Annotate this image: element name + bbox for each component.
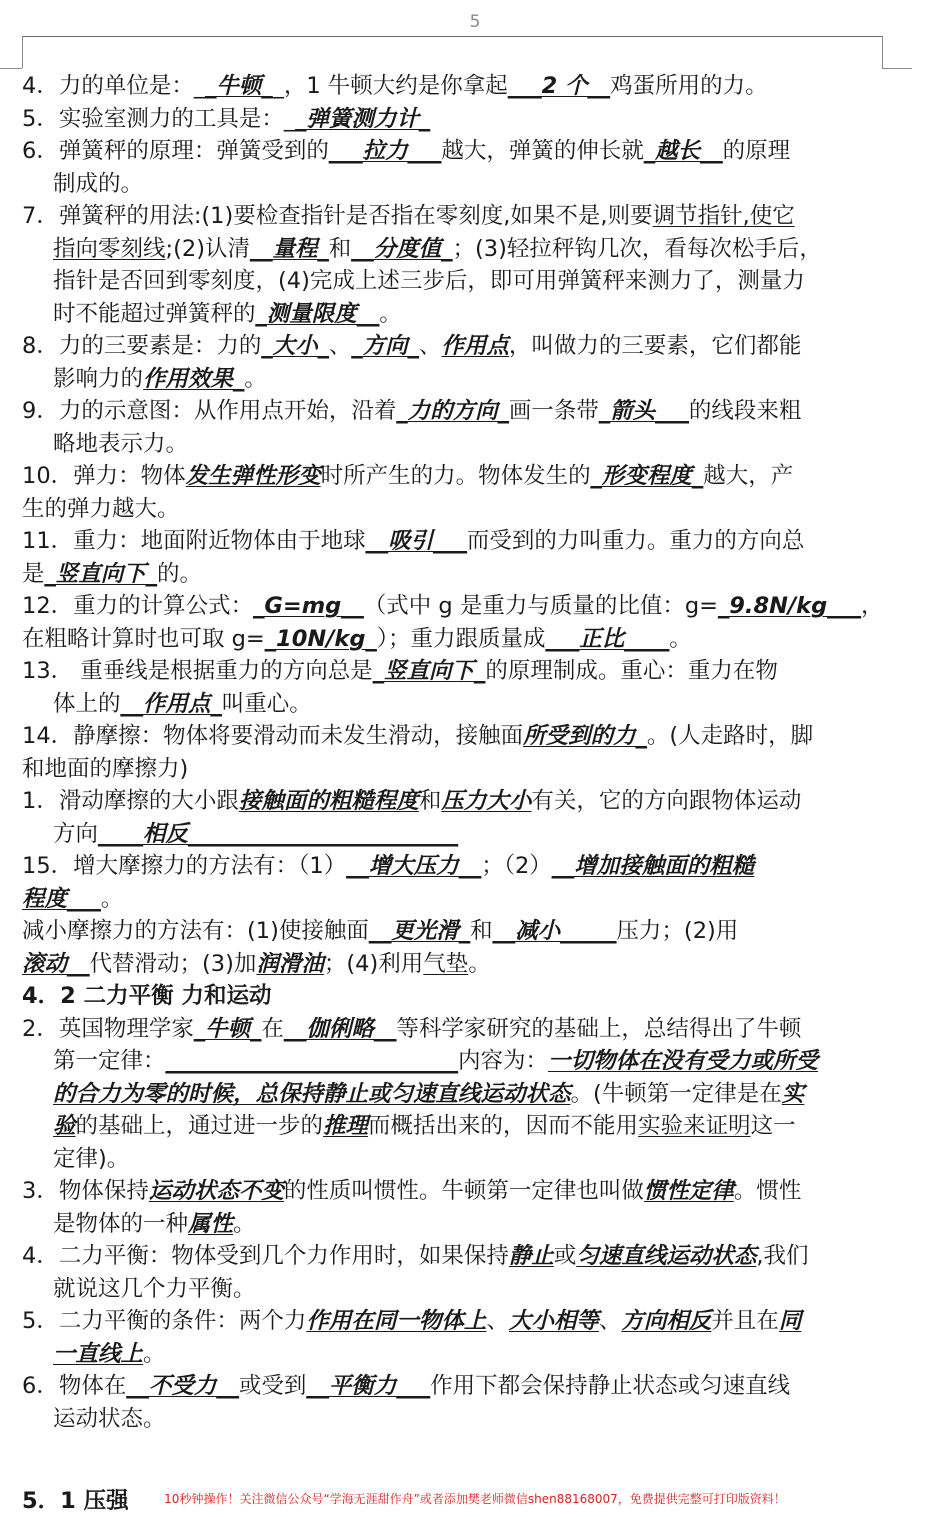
text-line [53, 298, 402, 330]
plain-text: 而概括出来的，因而不能用 [368, 1113, 639, 1139]
text-line [53, 363, 267, 395]
text-line [22, 395, 801, 427]
plain-text: 8．力的三要素是：力的 [22, 333, 262, 359]
text-line [22, 720, 813, 752]
text-line [53, 818, 458, 850]
text-line [22, 103, 430, 135]
plain-text: 15．增大摩擦力的方法有：（1） [22, 853, 347, 879]
plain-text: 10．弹力：物体 [22, 463, 186, 489]
answer-fill: 的合力为零的时候，总保持静止或匀速直线运动状态 [53, 1080, 571, 1107]
answer-fill: _牛顿_ [205, 73, 273, 99]
answer-fill: ___正比____ [545, 625, 670, 652]
plain-text: 6．物体在 [22, 1373, 127, 1399]
plain-text: 有关，它的方向跟物体运动 [531, 788, 802, 814]
plain-text: 6．弹簧秤的原理：弹簧受到的 [22, 138, 329, 164]
answer-fill: __不受力__ [126, 1373, 239, 1399]
text-line [22, 590, 884, 622]
text-line [22, 850, 754, 882]
plain-text: 。(牛顿第一定律是在 [570, 1080, 782, 1107]
plain-text: 叫重心。 [221, 690, 312, 717]
text-line [53, 688, 312, 720]
answer-fill: 推理 [323, 1113, 369, 1139]
plain-text: 方向 [53, 820, 99, 847]
plain-text: 作用下都会保持静止状态或匀速直线 [430, 1373, 791, 1399]
answer-fill: 作用效果_ [143, 365, 245, 392]
text-line [22, 915, 738, 947]
plain-text: 第一定律： [53, 1048, 166, 1074]
text-line [22, 753, 188, 785]
text-line [22, 200, 795, 232]
plain-text: 的。 [157, 560, 203, 587]
plain-text: 5．1 压强 [22, 1488, 129, 1514]
plain-text: 越大，产 [703, 463, 794, 489]
plain-text: 7．弹簧秤的用法:(1)要检查指针是否指在零刻度,如果不是,则要 [22, 203, 653, 229]
plain-text: 12．重力的计算公式： [22, 593, 254, 619]
answer-fill: 一切物体在没有受力或所受 [548, 1048, 819, 1074]
text-line [22, 948, 491, 980]
plain-text: 是物体的一种 [53, 1210, 189, 1237]
text-line [22, 1175, 801, 1207]
text-line [22, 883, 123, 915]
plain-text: 的线段来粗 [688, 398, 802, 424]
answer-fill: __伽俐略__ [283, 1015, 397, 1042]
plain-text: 11．重力：地面附近物体由于地球 [22, 528, 366, 554]
plain-text: 和地面的摩擦力) [22, 755, 189, 782]
answer-fill: _竖直向下_ [372, 658, 486, 684]
plain-text: 、 [486, 1308, 509, 1334]
answer-fill: 惯性定律 [643, 1178, 734, 1204]
answer-fill: _大小_ [261, 333, 329, 359]
text-line [53, 1045, 818, 1077]
plain-text: 。惯性 [733, 1178, 802, 1204]
answer-fill: 润滑油 [256, 950, 324, 977]
plain-text: 指针是否回到零刻度，(4)完成上述三步后，即可用弹簧秤来测力了，测量力 [53, 268, 805, 294]
plain-text: 5．二力平衡的条件：两个力 [22, 1308, 307, 1334]
plain-text: 体上的 [53, 690, 121, 717]
underlined-text: 调节指针,使它 [652, 203, 795, 229]
text-line [53, 265, 805, 297]
answer-fill: _测量限度__ [255, 300, 380, 327]
answer-fill: ___2 个__ [507, 73, 611, 99]
answer-fill: _G=mg__ [253, 593, 364, 619]
answer-fill: _9.8N/kg___ [718, 593, 861, 619]
plain-text: 5．实验室测力的工具是：_ [22, 105, 296, 132]
plain-text: 制成的。 [53, 170, 144, 197]
text-line [22, 1370, 790, 1402]
underlined-text: 实验来证明 [638, 1113, 751, 1139]
footer-promo: 10秒钟操作！关注微信公众号“学海无涯甜作舟”或者添加樊老师微信shen88168007，免费提供完整可打印版资料！ [164, 1492, 786, 1506]
text-line [53, 1273, 256, 1305]
plain-text: 定律)。 [53, 1145, 130, 1172]
plain-text: 9．力的示意图：从作用点开始，沿着 [22, 398, 397, 424]
plain-text: （式中 g 是重力与质量的比值：g= [363, 593, 718, 619]
answer-fill: 作用点 [441, 333, 509, 359]
plain-text: _，1 牛顿大约是你拿起 [272, 73, 508, 99]
plain-text: 、 [328, 333, 352, 359]
plain-text: 。 [143, 1340, 166, 1367]
answer-fill: 同 [778, 1308, 802, 1334]
text-line [53, 1208, 256, 1240]
answer-fill: ___拉力___ [328, 138, 442, 164]
text-line [22, 493, 180, 525]
plain-text: 。 [379, 300, 402, 327]
plain-text: 是 [22, 560, 45, 587]
answer-fill: 运动状态不变 [148, 1178, 284, 1204]
plain-text: 运动状态。 [53, 1405, 166, 1432]
text-line [53, 168, 143, 200]
section-heading [22, 980, 271, 1012]
answer-fill: 作用在同一物体上 [306, 1308, 487, 1334]
answer-fill: __增加接触面的粗糙 [551, 853, 755, 879]
plain-text: ；(4)利用 [323, 950, 424, 977]
text-line [53, 1110, 796, 1142]
answer-fill: __更光滑_ [368, 918, 471, 944]
plain-text: 1．滑动摩擦的大小跟 [22, 788, 239, 814]
plain-text: 的性质叫惯性。牛顿第一定律也叫做 [283, 1178, 644, 1204]
plain-text: 越大，弹簧的伸长就 [441, 138, 644, 164]
plain-text: 鸡蛋所用的力。 [610, 73, 768, 99]
text-line [22, 655, 778, 687]
plain-text: 3．物体保持 [22, 1178, 149, 1204]
plain-text: 。(人走路时，脚 [646, 723, 814, 749]
text-line [53, 1078, 804, 1110]
text-line [53, 428, 188, 460]
answer-fill: 压力大小 [441, 788, 532, 814]
plain-text: 的原理 [722, 138, 791, 164]
text-line [22, 460, 793, 492]
answer-fill: __分度值_ [351, 235, 453, 262]
plain-text: 压力；(2)用 [616, 918, 739, 944]
plain-text: 13． 重垂线是根据重力的方向总是 [22, 658, 373, 684]
answer-fill: 属性 [188, 1210, 234, 1237]
crop-mark-right [882, 36, 883, 68]
text-line [22, 558, 202, 590]
plain-text: ,我们 [756, 1243, 809, 1269]
plain-text: 时所产生的力。物体发生的 [320, 463, 591, 489]
answer-fill: 滚动__ [22, 950, 90, 977]
plain-text: 生的弹力越大。 [22, 495, 180, 522]
plain-text: 等科学家研究的基础上，总结得出了牛顿 [396, 1015, 802, 1042]
plain-text: 2．英国物理学家 [22, 1015, 194, 1042]
answer-fill: _10N/kg_ [264, 625, 377, 652]
answer-fill: 所受到的力_ [523, 723, 647, 749]
answer-fill: _牛顿_ [193, 1015, 262, 1042]
plain-text: 代替滑动；(3)加 [89, 950, 257, 977]
plain-text: 。 [468, 950, 491, 977]
answer-fill: 大小相等 [508, 1308, 599, 1334]
text-line [53, 1403, 166, 1435]
plain-text: 。 [100, 885, 124, 912]
plain-text: 的原理制成。重心：重力在物 [485, 658, 778, 684]
text-line [22, 785, 801, 817]
answer-fill: _越长__ [643, 138, 723, 164]
answer-fill: __吸引___ [365, 528, 467, 554]
answer-fill: 一直线上 [53, 1340, 144, 1367]
plain-text: 略地表示力。 [53, 430, 189, 457]
answer-fill: _形变程度_ [590, 463, 704, 489]
plain-text: ；（2） [481, 853, 552, 879]
plain-text: 内容为： [458, 1048, 549, 1074]
answer-fill: 实 [781, 1080, 805, 1107]
plain-text: 在 [261, 1015, 284, 1042]
plain-text: 、 [418, 333, 442, 359]
plain-text: 或受到 [238, 1373, 307, 1399]
answer-fill: 匀速直线运动状态 [576, 1243, 757, 1269]
plain-text: ;(2)认清 [165, 235, 250, 262]
plain-text: 减小摩擦力的方法有：(1)使接触面 [22, 918, 369, 944]
plain-text: 时不能超过弹簧秤的 [53, 300, 256, 327]
answer-fill: 程度___ [22, 885, 101, 912]
answer-fill: __减小_____ [492, 918, 617, 944]
plain-text: 画一条带 [508, 398, 599, 424]
plain-text: 或 [553, 1243, 577, 1269]
crop-mark-left-h [0, 68, 22, 69]
text-line [53, 1338, 166, 1370]
plain-text: 。 [669, 625, 692, 652]
answer-fill: _竖直向下_ [44, 560, 158, 587]
text-line [22, 70, 768, 102]
plain-text: 4．2 二力平衡 力和运动 [22, 983, 272, 1009]
text-line [22, 135, 790, 167]
plain-text: 和 [328, 235, 352, 262]
plain-text: 14．静摩擦：物体将要滑动而未发生滑动，接触面 [22, 723, 524, 749]
crop-mark-left [22, 36, 23, 68]
answer-fill: _箭头___ [598, 398, 689, 424]
plain-text: 和 [418, 788, 442, 814]
text-line [22, 330, 801, 362]
answer-fill: __作用点_ [120, 690, 222, 717]
answer-fill: 接触面的粗糙程度 [238, 788, 419, 814]
plain-text: 而受到的力叫重力。重力的方向总 [466, 528, 805, 554]
text-line [22, 1013, 801, 1045]
plain-text: ， [860, 593, 884, 619]
plain-text: 的基础上，通过进一步的 [75, 1113, 324, 1139]
plain-text: 影响力的 [53, 365, 144, 392]
plain-text: 。 [244, 365, 267, 392]
answer-fill: __平衡力___ [306, 1373, 431, 1399]
underlined-text: 指向零刻线 [53, 235, 166, 262]
plain-text: 。 [233, 1210, 256, 1237]
answer-fill: _方向_ [351, 333, 419, 359]
answer-fill: _弹簧测力计_ [295, 105, 431, 132]
answer-fill: _力的方向_ [396, 398, 509, 424]
plain-text: 、 [598, 1308, 622, 1334]
underlined-text: __________________________ [165, 1048, 459, 1074]
underlined-text: 气垫 [423, 950, 469, 977]
header-rule [22, 36, 882, 37]
answer-fill: ____相反________________________ [98, 820, 459, 847]
plain-text: 和 [470, 918, 493, 944]
plain-text: 并且在 [711, 1308, 779, 1334]
answer-fill: 发生弹性形变 [185, 463, 321, 489]
plain-text: 4．力的单位是：_ [22, 73, 206, 99]
plain-text: 4．二力平衡：物体受到几个力作用时，如果保持 [22, 1243, 509, 1269]
plain-text: ，叫做力的三要素，它们都能 [508, 333, 802, 359]
answer-fill: 验 [53, 1113, 76, 1139]
answer-fill: __量程_ [249, 235, 329, 262]
text-line [53, 1143, 129, 1175]
plain-text: ）；重力跟质量成 [376, 625, 546, 652]
text-line [22, 1240, 809, 1272]
text-line [22, 623, 692, 655]
page-number: 5 [469, 12, 481, 32]
plain-text: ；(3)轻拉秤钩几次，看每次松手后， [452, 235, 822, 262]
plain-text: 这一 [750, 1113, 796, 1139]
answer-fill: 静止 [508, 1243, 554, 1269]
text-line [22, 525, 804, 557]
answer-fill: __增大压力__ [346, 853, 482, 879]
answer-fill: 方向相反 [621, 1308, 712, 1334]
text-line [22, 1305, 801, 1337]
plain-text: 在粗略计算时也可取 g= [22, 625, 265, 652]
crop-mark-right-h [882, 68, 912, 69]
text-line [53, 233, 822, 265]
plain-text: 就说这几个力平衡。 [53, 1275, 256, 1302]
